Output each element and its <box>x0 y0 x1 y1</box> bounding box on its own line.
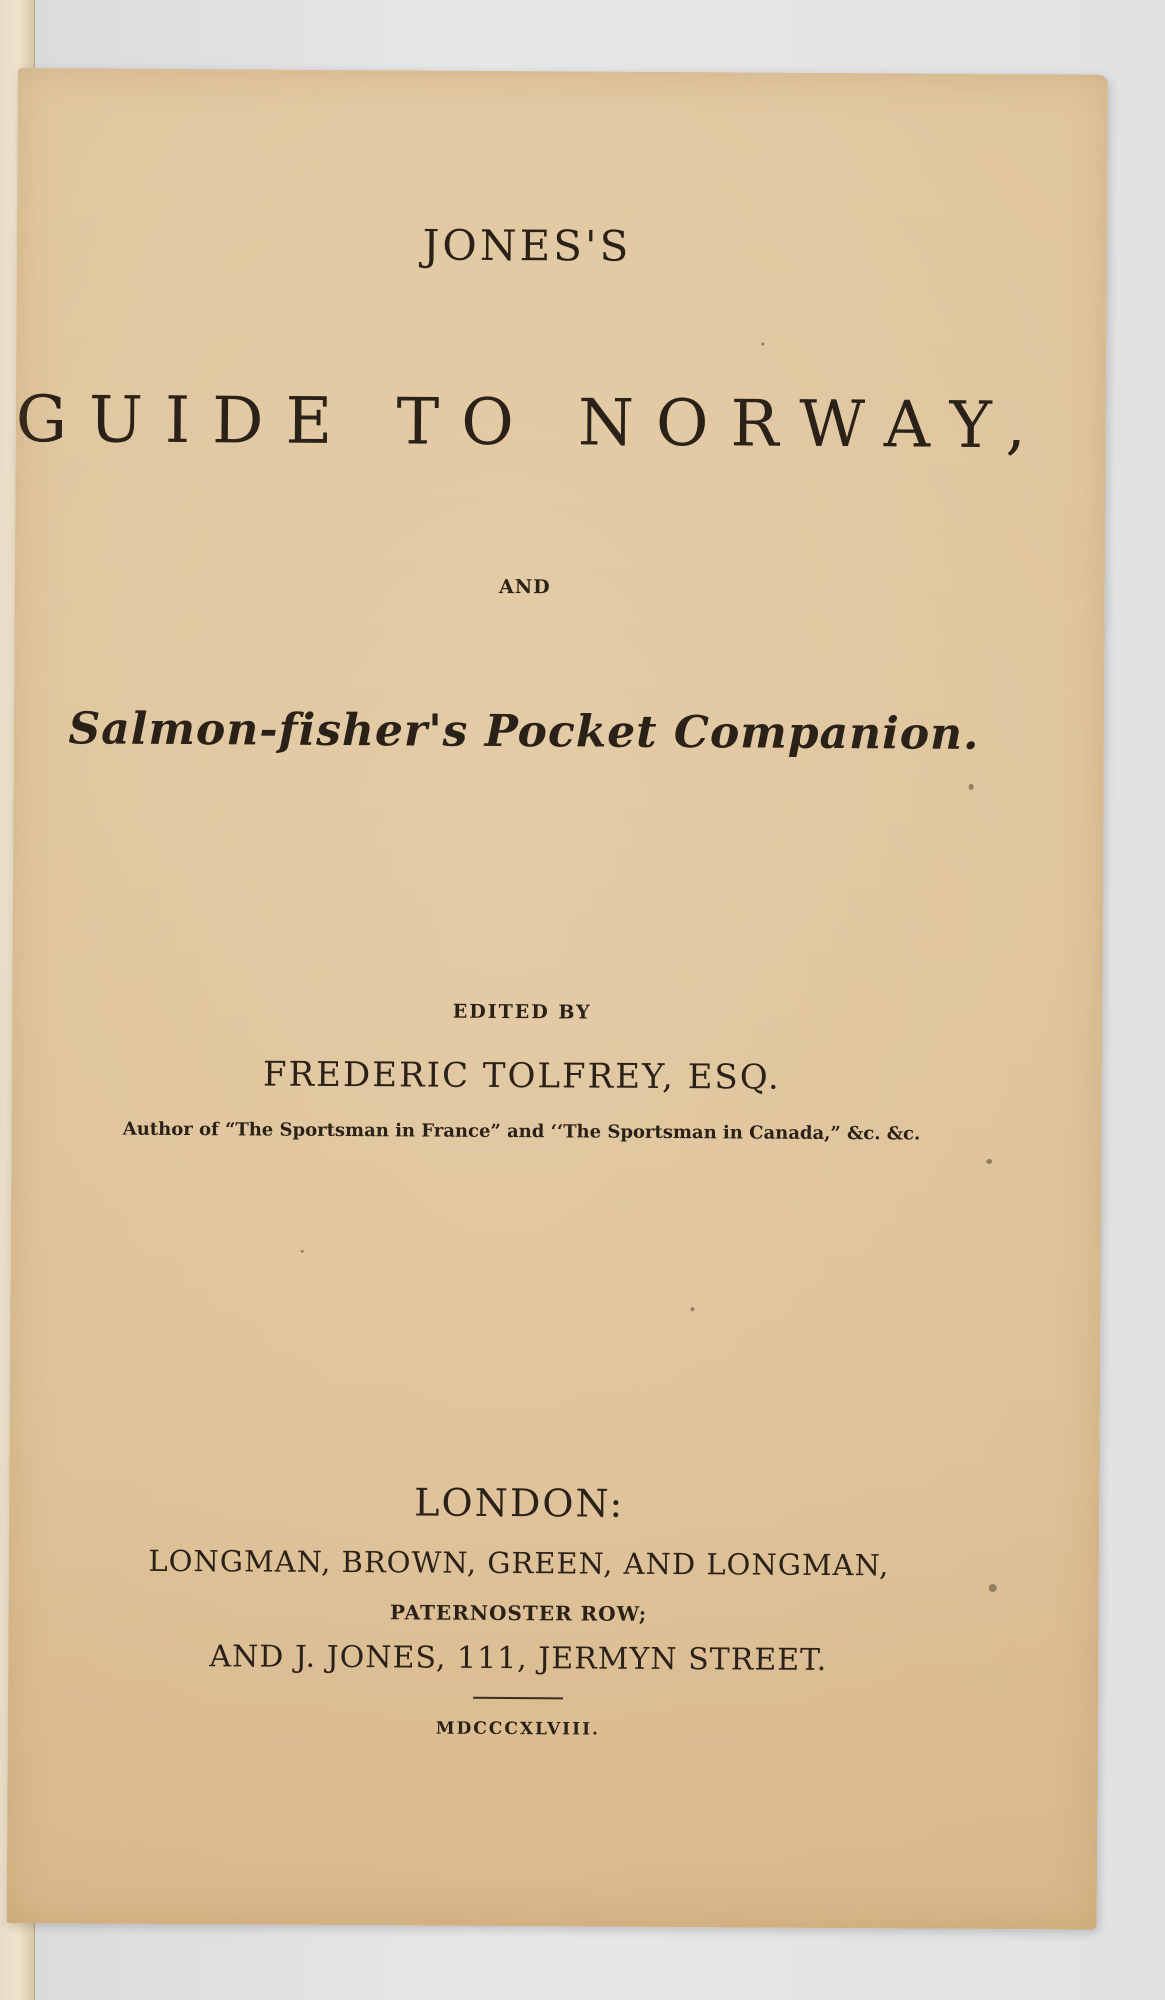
foxing-spot <box>761 343 764 346</box>
imprint-year: MDCCCXLVIII. <box>435 1718 601 1740</box>
imprint-bookseller: AND J. JONES, 111, JERMYN STREET. <box>209 1639 828 1678</box>
title-page <box>7 68 1108 1930</box>
foxing-spot <box>690 1307 694 1311</box>
foxing-spot <box>989 1584 997 1592</box>
main-title: GUIDE TO NORWAY, <box>15 382 1049 464</box>
edited-by-label: EDITED BY <box>452 1000 592 1024</box>
subtitle: Salmon-fisher's Pocket Companion. <box>68 703 980 760</box>
conjunction: AND <box>498 575 551 599</box>
imprint-address: PATERNOSTER ROW; <box>389 1600 648 1626</box>
imprint-rule <box>473 1697 563 1700</box>
editor-credits: Author of “The Sportsman in France” and ‘‘The Sportsman in Canada,” &c. &c. <box>122 1118 921 1145</box>
imprint-publishers: LONGMAN, BROWN, GREEN, AND LONGMAN, <box>148 1543 890 1583</box>
imprint-place: LONDON: <box>414 1480 625 1526</box>
heading-top: JONES'S <box>422 220 632 271</box>
foxing-spot <box>301 1250 304 1253</box>
foxing-spot <box>986 1159 992 1164</box>
editor-name: FREDERIC TOLFREY, ESQ. <box>262 1054 781 1098</box>
foxing-spot <box>969 784 974 790</box>
